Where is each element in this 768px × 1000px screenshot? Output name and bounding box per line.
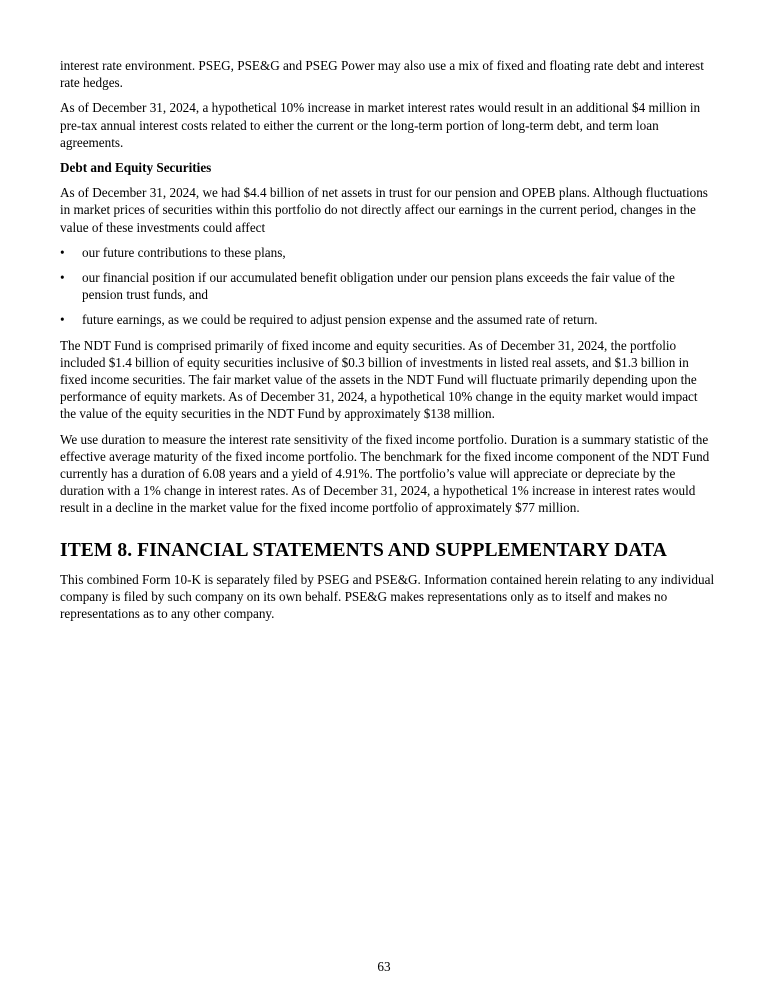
ndt-fund-paragraph: The NDT Fund is comprised primarily of fixed income and equity securities. As of December 31, 2024, the portfolio included $1.4 billion of equity securities inclusive of $0.3 billion of investments in listed real assets, and $1.3 billion in fixed income securities. The fair market value of the assets in the NDT Fund will fluctuate primarily depending upon the performance of equity markets. As of December 31, 2024, a hypothetical 10% change in the equity market would impact the value of the equity securities in the NDT Fund by approximately $138 million. [60,337,698,422]
bullet-item [60,311,716,328]
bullet-icon: • [60,270,65,286]
bullet-text: our financial position if our accumulated benefit obligation under our pension plans exceeds the fair value of the pension trust funds, and [82,270,675,303]
duration-paragraph: We use duration to measure the interest rate sensitivity of the fixed income portfolio. Duration is a summary statistic of the effective average maturity of the fixed income portfolio. The benchmark for the fixed income component of the NDT Fund currently has a duration of 6.08 years and a yield of 4.91%. The portfolio’s value will appreciate or depreciate by the duration with a 1% change in interest rates. As of December 31, 2024, a hypothetical 1% increase in interest rates would result in a decline in the market value for the fixed income portfolio of approximately $77 million. [60,431,710,516]
bullet-icon: • [60,244,65,260]
item8-paragraph: This combined Form 10-K is separately filed by PSEG and PSE&G. Information contained herein relating to any individual company is filed by such company on its own behalf. PSE&G makes representations only as to itself and makes no representations as to any other company. [60,571,715,622]
hypothetical-interest-paragraph: As of December 31, 2024, a hypothetical 10% increase in market interest rates would result in an additional $4 million in pre-tax annual interest costs related to either the current or the long-term portion of long-term debt, and term loan agreements. [60,100,701,150]
bullet-text: our future contributions to these plans, [82,244,286,260]
document-page [60,57,716,630]
bullet-item [60,244,716,261]
bullet-item [60,269,716,303]
debt-equity-intro-paragraph: As of December 31, 2024, we had $4.4 billion of net assets in trust for our pension and OPEB plans. Although fluctuations in market prices of securities within this portfolio do not directly affect our earnings in the current period, changes in the value of these investments could affect [60,185,708,235]
effects-bullet-list [60,244,716,329]
bullet-text: future earnings, as we could be required to adjust pension expense and the assumed rate of return. [82,312,598,328]
debt-equity-heading: Debt and Equity Securities [60,160,212,176]
page-number: 63 [377,959,391,974]
interest-rate-continued-paragraph: interest rate environment. PSEG, PSE&G and PSEG Power may also use a mix of fixed and floating rate debt and interest rate hedges. [60,58,704,91]
item8-heading: ITEM 8. FINANCIAL STATEMENTS AND SUPPLEMENTARY DATA [60,539,667,561]
bullet-icon: • [60,312,65,328]
